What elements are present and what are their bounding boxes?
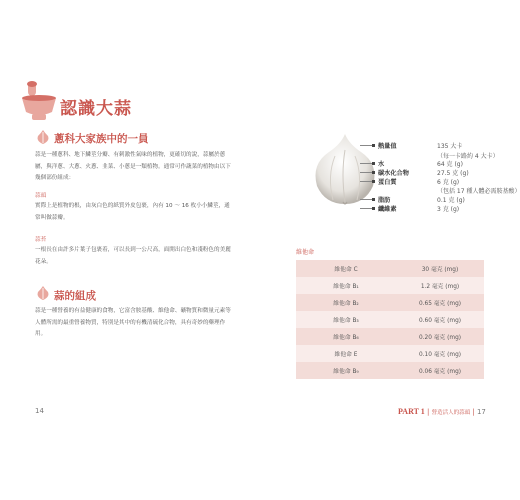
- table-row: [296, 260, 484, 277]
- table-row: [296, 362, 484, 379]
- nutrient-value-calories: 135 大卡: [437, 143, 463, 150]
- vitamin-value: 0.20 毫克 (mg): [418, 335, 462, 341]
- vitamin-table-caption: 維他命: [296, 249, 315, 256]
- nutrient-note-protein: （包括 17 種人體必需胺基酸）: [437, 188, 520, 195]
- section-title-composition: 蒜的組成: [54, 290, 96, 302]
- section1-paragraph: 蒜是一種蔥科、地下鱗莖分瓣、有刺激性氣味的植物，更確切的說，蒜屬於蔥屬，與洋蔥、大蔥、火蔥、韭菜、小蔥是一類植物。通常可作蔬菜的植物由以下幾個部份組成：: [35, 152, 231, 181]
- table-row: [296, 311, 484, 328]
- vitamin-value: 0.10 毫克 (mg): [418, 352, 462, 358]
- table-row: [296, 328, 484, 345]
- mortar-pestle-icon: [18, 80, 60, 122]
- nutrient-bullet: [372, 144, 375, 147]
- subpara-bulb: 實際上是植物的根，由灰白色的紙質外皮包裹，內有 10 ～ 16 枚小小鱗莖，通常叫做蒜瓣。: [35, 203, 230, 221]
- nutrient-bullet: [372, 171, 375, 174]
- garlic-bulb-icon: [34, 284, 52, 302]
- nutrient-label-protein: 蛋白質: [378, 179, 397, 186]
- vitamin-name: 維他命 B₃: [333, 318, 359, 324]
- vitamin-value: 1.2 毫克 (mg): [420, 284, 460, 290]
- nutrient-value-fat: 0.1 克 (g): [437, 197, 465, 204]
- section-title-family: 蔥科大家族中的一員: [54, 133, 149, 145]
- nutrient-bullet: [372, 207, 375, 210]
- page-footer: [398, 407, 486, 416]
- nutrient-value-carbs: 27.5 克 (g): [437, 170, 469, 177]
- table-row: [296, 277, 484, 294]
- page-number-left: 14: [35, 407, 44, 415]
- nutrient-bullet: [372, 180, 375, 183]
- vitamin-name: 維他命 B₆: [333, 335, 359, 341]
- page-number-right: 17: [476, 408, 486, 416]
- footer-subtitle: 營造活人的蒜頭: [431, 410, 471, 416]
- nutrient-label-calories: 熱量值: [378, 143, 397, 150]
- vitamin-name: 維他命 B₂: [333, 301, 359, 307]
- footer-separator: |: [427, 408, 432, 416]
- section2-paragraph: 蒜是一種營養的有益健康的食物，它富含胺基酸、維他命、礦物質和微量元素等人體所需的最重營養物質，特別是其中的有機清硫化合物，具有奇妙的藥理作用。: [35, 308, 231, 337]
- subheading-stalk: 蒜苔: [35, 237, 47, 243]
- nutrient-bullet: [372, 162, 375, 165]
- vitamin-value: 30 毫克 (mg): [421, 267, 459, 273]
- nutrient-value-protein: 6 克 (g): [437, 179, 460, 186]
- nutrient-value-water: 64 克 (g): [437, 161, 463, 168]
- vitamin-name: 維他命 E: [334, 352, 358, 358]
- nutrient-bullet: [372, 198, 375, 201]
- nutrient-label-carbs: 碳水化合物: [378, 170, 409, 177]
- vitamin-value: 0.06 毫克 (mg): [418, 369, 462, 375]
- vitamin-value: 0.60 毫克 (mg): [418, 318, 462, 324]
- garlic-bulb-icon: [34, 128, 52, 146]
- footer-separator: |: [472, 408, 477, 416]
- subheading-bulb: 蒜頭: [35, 193, 47, 199]
- table-row: [296, 345, 484, 362]
- vitamin-table: [296, 260, 484, 379]
- nutrient-label-water: 水: [378, 161, 385, 168]
- nutrient-value-fiber: 3 克 (g): [437, 206, 460, 213]
- vitamin-value: 0.65 毫克 (mg): [418, 301, 462, 307]
- subpara-stalk: 一根長在由許多片葉子包裹着，可以長到一公尺高，面開出白色和淺粉色的美麗花朵。: [35, 247, 231, 265]
- vitamin-name: 維他命 C: [334, 267, 358, 273]
- nutrient-label-fiber: 纖維素: [378, 206, 397, 213]
- footer-part-label: PART 1: [398, 407, 425, 416]
- nutrient-label-fat: 脂肪: [378, 197, 391, 204]
- vitamin-name: 維他命 B₁: [333, 284, 359, 290]
- nutrient-note-calories: （每一卡路約 4 大卡）: [437, 153, 499, 160]
- table-row: [296, 294, 484, 311]
- chapter-title: 認識大蒜: [60, 99, 132, 119]
- vitamin-name: 維他命 B₉: [333, 369, 359, 375]
